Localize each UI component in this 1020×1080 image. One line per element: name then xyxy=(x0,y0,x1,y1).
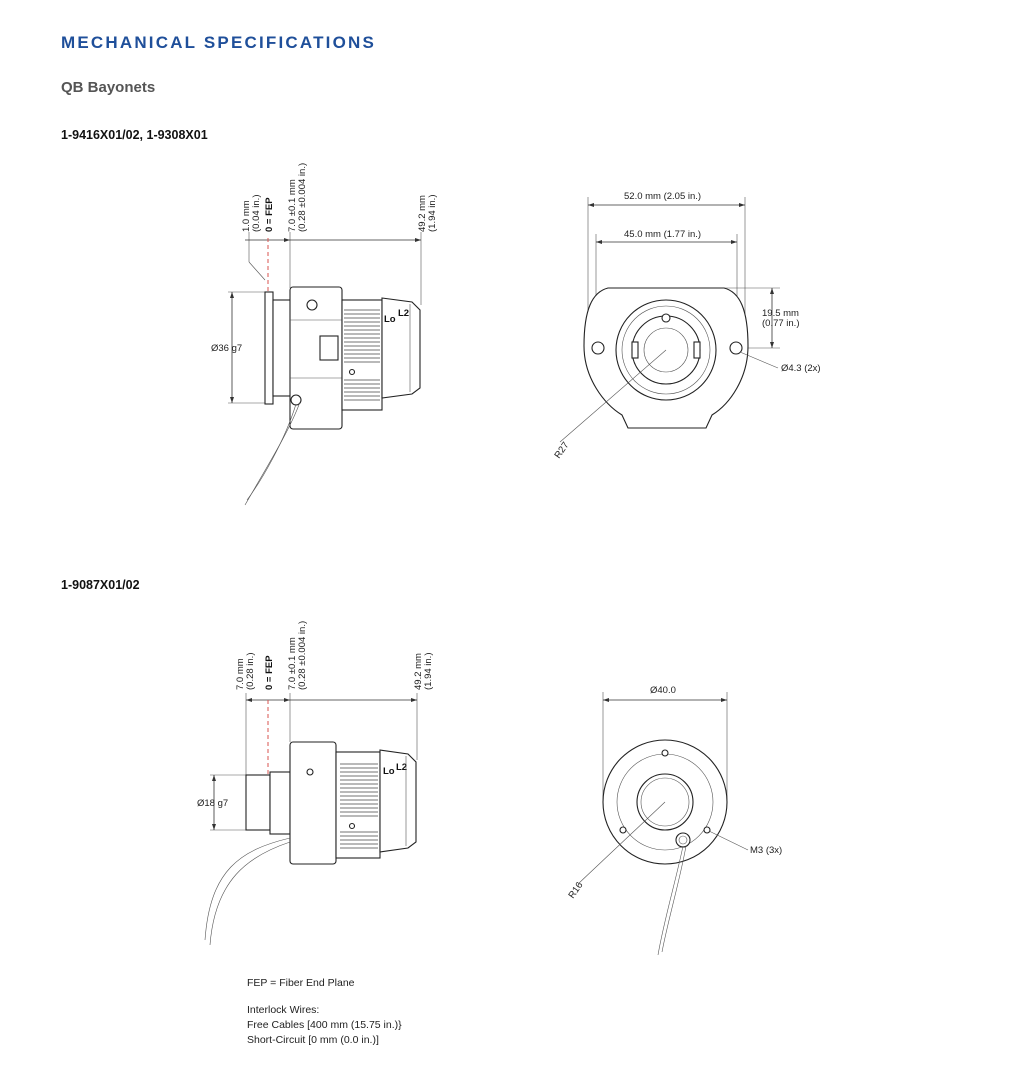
side-view-drawing-1 xyxy=(211,163,438,505)
side-view-drawing-2 xyxy=(197,621,434,945)
page-title: MECHANICAL SPECIFICATIONS xyxy=(61,33,377,52)
dim-len49-in-2: (1.94 in.) xyxy=(423,652,434,690)
dim-len7-in: (0.28 ±0.004 in.) xyxy=(297,162,308,232)
dim-offset-in: (0.04 in.) xyxy=(251,194,262,232)
dim-offset-mm: 1.0 mm xyxy=(241,200,252,232)
notes-block xyxy=(247,976,402,1048)
dim-offset-in-2: (0.28 in.) xyxy=(245,652,256,690)
note-fep: FEP = Fiber End Plane xyxy=(247,977,355,989)
dim-diameter: Ø36 g7 xyxy=(211,343,243,354)
dim-hole: Ø4.3 (2x) xyxy=(781,363,821,374)
dim-width-52: 52.0 mm (2.05 in.) xyxy=(624,191,702,202)
dim-len49-mm-2: 49.2 mm xyxy=(413,653,424,690)
dim-screws: M3 (3x) xyxy=(750,845,783,856)
dim-offset-mm-2: 7.0 mm xyxy=(235,658,246,690)
dim-diameter-front: Ø40.0 xyxy=(650,685,676,696)
dim-diameter-2: Ø18 g7 xyxy=(197,798,229,809)
dim-radius-2: R16 xyxy=(566,880,586,901)
front-view-drawing-2 xyxy=(566,685,782,955)
dim-len49-mm: 49.2 mm xyxy=(417,195,428,232)
section-subtitle: QB Bayonets xyxy=(61,79,156,96)
dim-len49-in: (1.94 in.) xyxy=(427,194,438,232)
note-wires-title: Interlock Wires: xyxy=(247,1004,320,1016)
lens-marking: L2 xyxy=(396,762,408,773)
dim-width-45: 45.0 mm (1.77 in.) xyxy=(624,229,702,240)
model-number-1: 1-9416X01/02, 1-9308X01 xyxy=(61,128,208,142)
dim-len7-mm: 7.0 ±0.1 mm xyxy=(287,179,298,232)
dim-len7-mm-2: 7.0 ±0.1 mm xyxy=(287,637,298,690)
lens-marking: Lo xyxy=(384,314,396,325)
dim-radius: R27 xyxy=(552,440,572,461)
note-wires-free: Free Cables [400 mm (15.75 in.)} xyxy=(247,1019,402,1031)
lens-marking: L2 xyxy=(398,308,410,319)
dim-height-mm: 19.5 mm xyxy=(762,308,799,319)
note-wires-short: Short-Circuit [0 mm (0.0 in.)] xyxy=(247,1034,379,1046)
fep-label-2: 0 = FEP xyxy=(264,655,275,690)
fep-label: 0 = FEP xyxy=(264,197,275,232)
front-view-drawing-1 xyxy=(552,191,820,461)
model-number-2: 1-9087X01/02 xyxy=(61,578,140,592)
lens-marking: Lo xyxy=(383,766,395,777)
dim-len7-in-2: (0.28 ±0.004 in.) xyxy=(297,620,308,690)
dim-height-in: (0.77 in.) xyxy=(762,318,800,329)
